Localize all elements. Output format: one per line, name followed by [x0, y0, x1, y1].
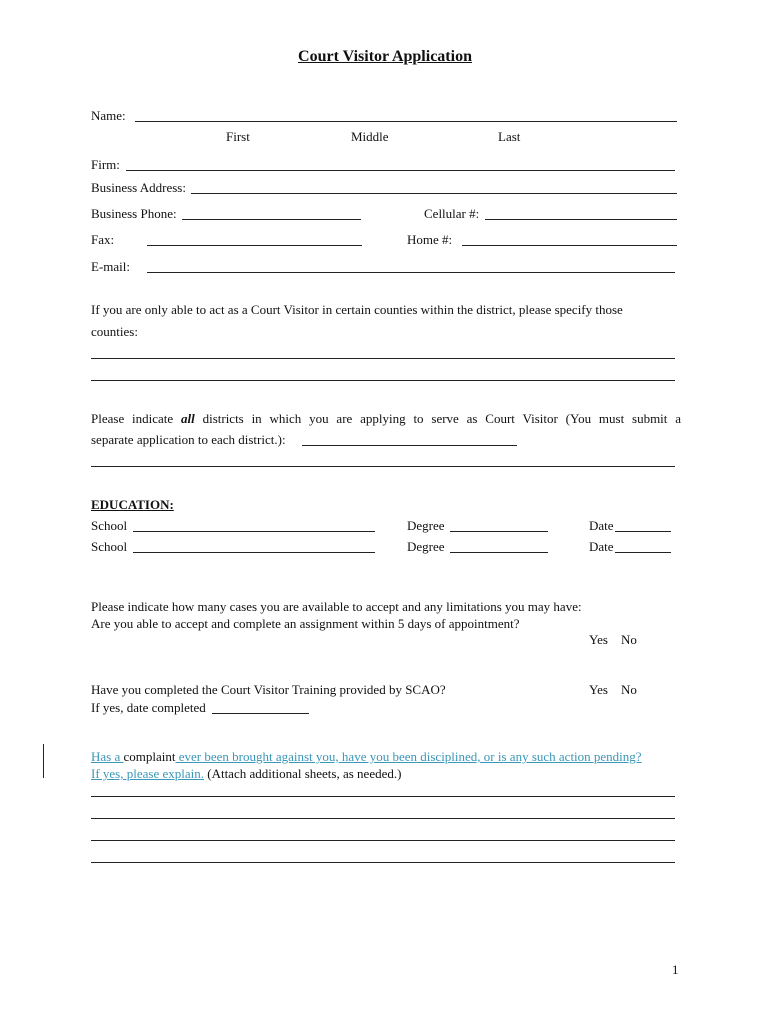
education-degree-label-2: Degree — [407, 539, 445, 554]
training-yes-option[interactable]: Yes — [589, 682, 608, 697]
page-title: Court Visitor Application — [298, 48, 472, 65]
education-school-field-2[interactable] — [133, 552, 375, 553]
education-school-field-1[interactable] — [133, 531, 375, 532]
education-date-field-2[interactable] — [615, 552, 671, 553]
name-last-caption: Last — [498, 129, 521, 144]
cellular-field[interactable] — [485, 219, 677, 220]
counties-question-cont: counties: — [91, 324, 138, 339]
firm-label: Firm: — [91, 157, 120, 172]
page-number: 1 — [672, 962, 679, 977]
email-label: E-mail: — [91, 259, 130, 274]
districts-question: Please indicate all districts in which you are applying to serve as Court Visitor (You must submit a — [91, 411, 681, 426]
counties-line-2[interactable] — [91, 380, 675, 381]
availability-no-option[interactable]: No — [621, 632, 637, 647]
education-degree-field-1[interactable] — [450, 531, 548, 532]
counties-question: If you are only able to act as a Court Visitor in certain counties within the district, please specify those — [91, 302, 623, 317]
education-school-label-1: School — [91, 518, 128, 533]
education-degree-field-2[interactable] — [450, 552, 548, 553]
education-date-label-1: Date — [589, 518, 614, 533]
business-phone-label: Business Phone: — [91, 206, 177, 221]
districts-field[interactable] — [302, 445, 517, 446]
name-first-caption: First — [226, 129, 250, 144]
email-field[interactable] — [147, 272, 675, 273]
education-degree-label-1: Degree — [407, 518, 445, 533]
complaint-line-1[interactable] — [91, 796, 675, 797]
complaint-line-4[interactable] — [91, 862, 675, 863]
districts-emphasis: all — [181, 411, 195, 426]
education-date-field-1[interactable] — [615, 531, 671, 532]
districts-line-2[interactable] — [91, 466, 675, 467]
training-question: Have you completed the Court Visitor Training provided by SCAO? — [91, 682, 446, 697]
education-date-label-2: Date — [589, 539, 614, 554]
training-no-option[interactable]: No — [621, 682, 637, 697]
education-heading: EDUCATION: — [91, 497, 174, 512]
availability-5days-question: Are you able to accept and complete an assignment within 5 days of appointment? — [91, 616, 520, 631]
availability-question: Please indicate how many cases you are available to accept and any limitations you may have: — [91, 599, 582, 614]
districts-question-line2: separate application to each district.): — [91, 432, 286, 447]
training-date-field[interactable] — [212, 713, 309, 714]
complaint-line-3[interactable] — [91, 840, 675, 841]
training-date-label: If yes, date completed — [91, 700, 206, 715]
business-address-label: Business Address: — [91, 180, 186, 195]
complaint-instructions: If yes, please explain. (Attach additional sheets, as needed.) — [91, 766, 402, 781]
fax-field[interactable] — [147, 245, 362, 246]
complaint-line-2[interactable] — [91, 818, 675, 819]
name-middle-caption: Middle — [351, 129, 389, 144]
education-school-label-2: School — [91, 539, 128, 554]
complaint-question: Has a complaint ever been brought against you, have you been disciplined, or is any such action pending? — [91, 749, 642, 764]
fax-label: Fax: — [91, 232, 115, 247]
name-label: Name: — [91, 108, 126, 123]
business-address-field[interactable] — [191, 193, 677, 194]
firm-field[interactable] — [126, 170, 675, 171]
counties-line-1[interactable] — [91, 358, 675, 359]
availability-yes-option[interactable]: Yes — [589, 632, 608, 647]
business-phone-field[interactable] — [182, 219, 361, 220]
cellular-label: Cellular #: — [424, 206, 480, 221]
name-field[interactable] — [135, 121, 677, 122]
revision-bar — [43, 744, 44, 778]
home-field[interactable] — [462, 245, 677, 246]
home-label: Home #: — [407, 232, 453, 247]
